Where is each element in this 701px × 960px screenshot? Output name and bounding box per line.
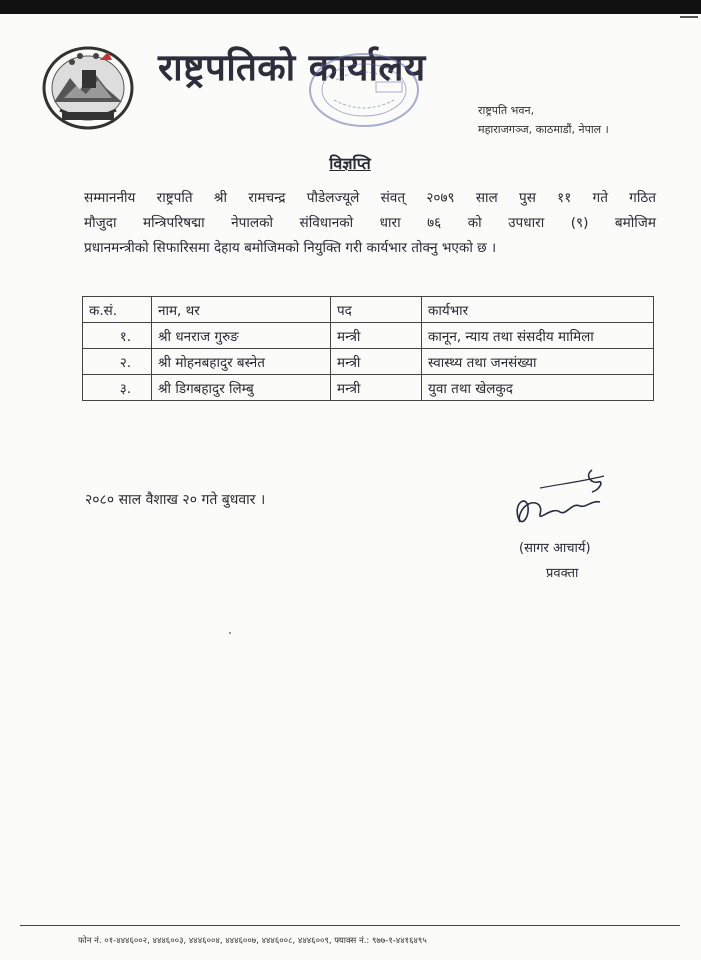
table-row [83, 375, 654, 401]
cell-portfolio: स्वास्थ्य तथा जनसंख्या [422, 349, 654, 375]
cell-post: मन्त्री [331, 349, 422, 375]
paper-speck [229, 632, 231, 634]
signatory-name: (सागर आचार्य) [519, 541, 591, 556]
table-row [83, 349, 654, 375]
footer-divider [20, 925, 680, 926]
cell-serial: ३. [83, 375, 152, 401]
address-line-1: राष्ट्रपति भवन, [478, 104, 535, 117]
office-stamp-icon [306, 50, 422, 130]
table-header-row [83, 297, 654, 323]
appointment-table [82, 296, 654, 401]
address-line-2: महाराजगञ्ज, काठमाडौं, नेपाल । [478, 123, 609, 136]
signature-icon [500, 462, 620, 534]
cell-serial: २. [83, 349, 152, 375]
cell-name: श्री मोहनबहादुर बस्नेत [152, 349, 331, 375]
top-edge-bar [0, 0, 701, 14]
cell-name: श्री डिगबहादुर लिम्बु [152, 375, 331, 401]
office-title: राष्ट्रपतिको कार्यालय [158, 46, 426, 89]
cell-serial: १. [83, 323, 152, 349]
corner-mark [680, 16, 698, 18]
header-serial: क.सं. [83, 297, 152, 323]
notice-date: २०८० साल वैशाख २० गते बुधवार । [85, 492, 266, 508]
header-name: नाम, थर [152, 297, 331, 323]
cell-portfolio: युवा तथा खेलकुद [422, 375, 654, 401]
notice-title: विज्ञप्ति [329, 154, 371, 173]
cell-post: मन्त्री [331, 323, 422, 349]
notice-body-line: प्रधानमन्त्रीको सिफारिसमा देहाय बमोजिमको नियुक्ति गरी कार्यभार तोक्नु भएको छ । [84, 240, 497, 256]
signatory-role: प्रवक्ता [546, 566, 579, 581]
nepal-emblem-icon [40, 40, 136, 132]
header-portfolio: कार्यभार [422, 297, 654, 323]
footer-contact: फोन नं. ०१-४४४६००२, ४४४६००३, ४४४६००४, ४४४६००७, ४४४६००८, ४४४६००९, फ्याक्स नं.: ९७७-१-४४१६४९५ [78, 936, 427, 946]
cell-name: श्री धनराज गुरुङ [152, 323, 331, 349]
notice-body [84, 186, 656, 261]
header-post: पद [331, 297, 422, 323]
notice-body-line: सम्माननीय राष्ट्रपति श्री रामचन्द्र पौडेलज्यूले संवत् २०७९ साल पुस ११ गते गठित [84, 190, 656, 206]
cell-post: मन्त्री [331, 375, 422, 401]
cell-portfolio: कानून, न्याय तथा संसदीय मामिला [422, 323, 654, 349]
notice-body-line: मौजुदा मन्त्रिपरिषद्मा नेपालको संविधानको धारा ७६ को उपधारा (९) बमोजिम [84, 215, 656, 231]
table-row [83, 323, 654, 349]
